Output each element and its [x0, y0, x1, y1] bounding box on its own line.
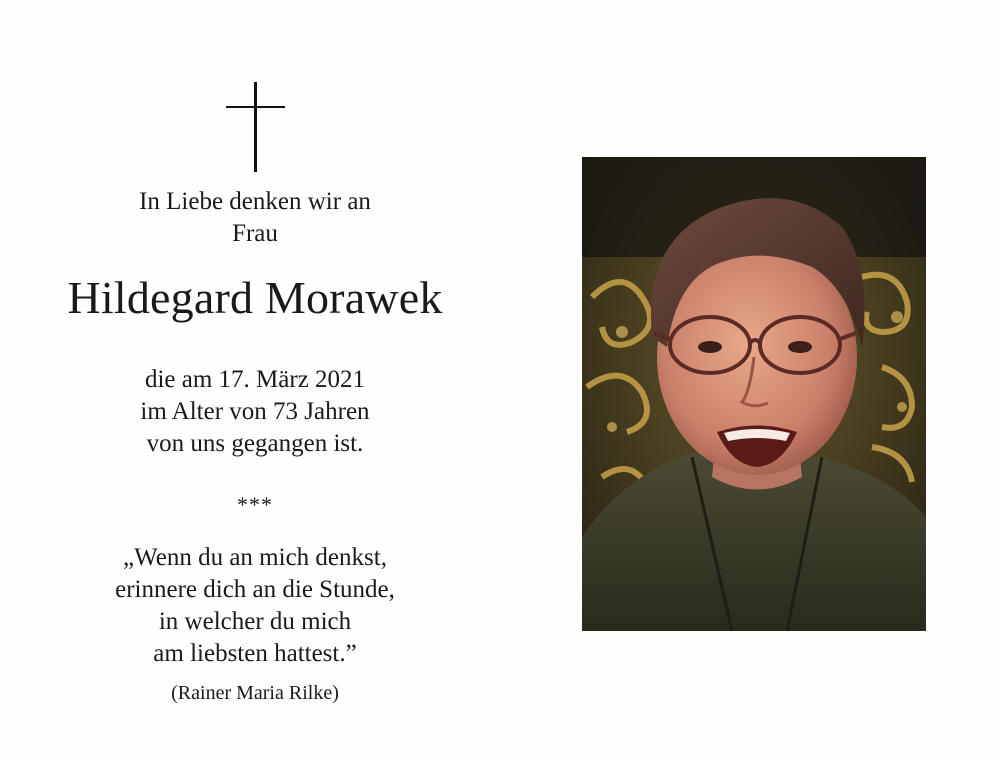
fold-line: [511, 0, 512, 760]
separator: ***: [237, 492, 273, 517]
quote-line-3: in welcher du mich: [158, 608, 352, 635]
deceased-name: Hildegard Morawek: [67, 272, 443, 323]
death-date-line: die am 17. März 2021: [144, 366, 366, 393]
portrait-photo: [582, 157, 926, 631]
age-line: im Alter von 73 Jahren: [140, 398, 370, 425]
quote-line-4: am liebsten hattest.”: [153, 640, 357, 667]
quote-author: (Rainer Maria Rilke): [171, 682, 339, 704]
intro-text: [0, 186, 510, 250]
quote: [0, 542, 510, 670]
passed-line: von uns gegangen ist.: [146, 430, 364, 457]
intro-line: In Liebe denken wir an: [139, 188, 371, 215]
death-details: [0, 364, 510, 460]
quote-line-2: erinnere dich an die Stunde,: [115, 576, 395, 603]
intro-title: Frau: [232, 220, 278, 247]
quote-line-1: „Wenn du an mich denkst,: [123, 544, 387, 571]
cross-icon: [226, 82, 286, 172]
